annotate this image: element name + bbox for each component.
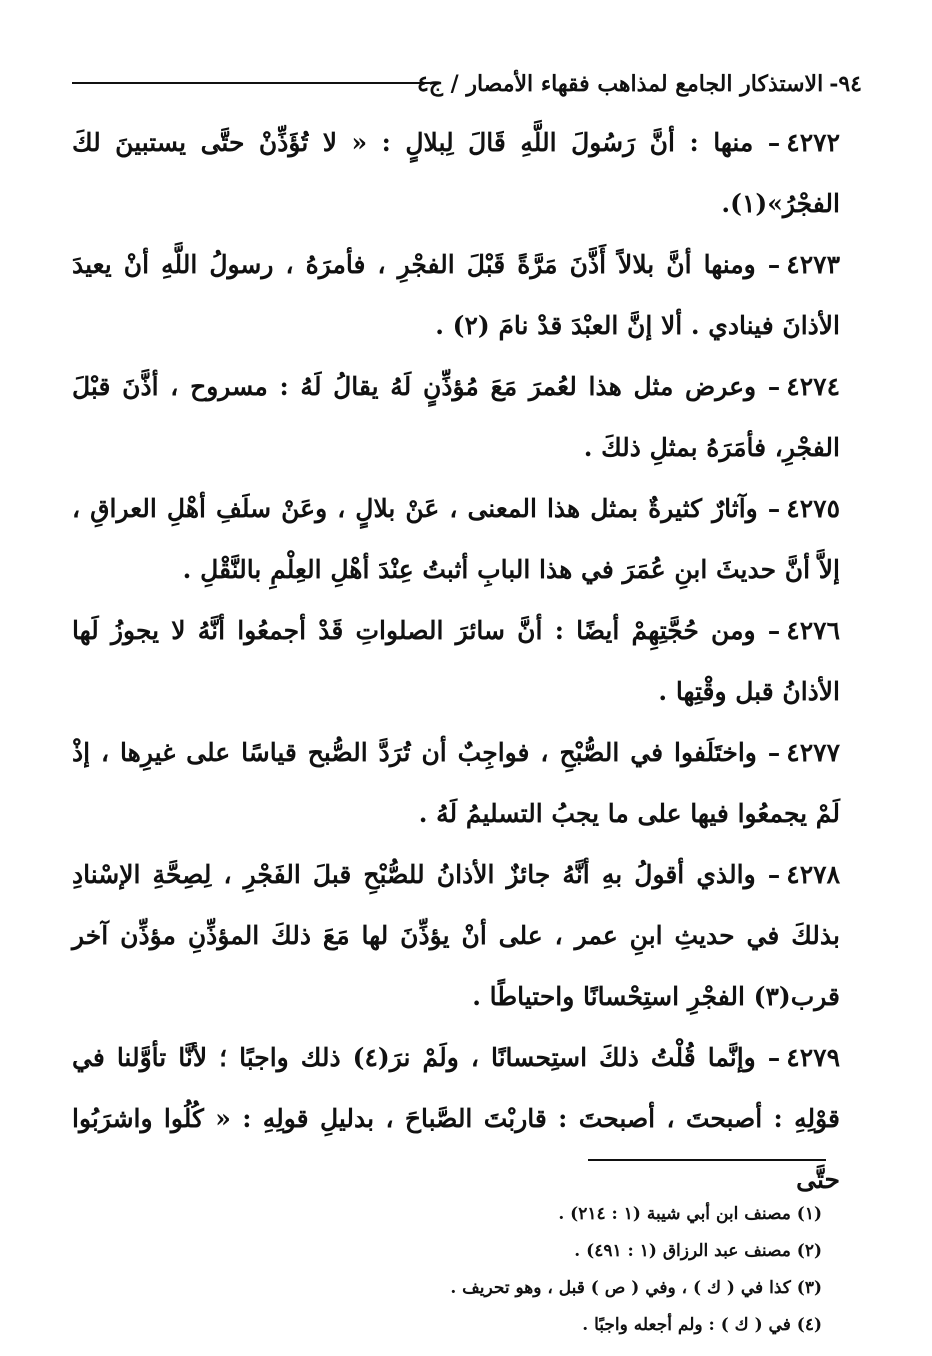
footnote-2: (٢) مصنف عبد الرزاق (١ : ٤٩١) . [574,1241,822,1261]
footnote-rule [588,1159,826,1161]
paragraph-text: – منها : أنَّ رَسُولَ اللَّهِ قَالَ لِبلالٍ : « لا تُؤَذِّنْ حتَّى يستبينَ لكَ الفجْرُ»(١). [72,128,840,218]
paragraph-text: – وعرض مثل هذا لعُمرَ مَعَ مُؤذِّنٍ لَهُ يقالُ لَهُ : مسروح ، أذَّنَ قبْلَ الفجْرِ، فأمَرَهُ بمثلِ ذلكَ . [72,372,840,462]
footnotes [122,1196,822,1344]
paragraph-4275 [72,478,840,600]
paragraph-number: ٤٢٧٧ [786,738,840,767]
header-rule [72,82,430,84]
paragraph-4279 [72,1027,840,1210]
paragraph-number: ٤٢٧٢ [786,128,840,157]
paragraph-number: ٤٢٧٩ [786,1043,840,1072]
footnote-3: (٣) كذا في ( ك ) ، وفي ( ص ) قبل ، وهو تحريف . [450,1278,822,1298]
paragraph-4278 [72,844,840,1027]
paragraph-number: ٤٢٧٤ [786,372,840,401]
paragraph-text: – ومنها أنَّ بلالاً أَذَّنَ مَرَّةً قَبْلَ الفجْرِ ، فأمرَهُ ، رسولُ اللَّهِ أنْ يعيدَ الأذانَ فينادي . ألا إنَّ العبْدَ قدْ نامَ (٢) . [72,250,840,340]
paragraph-text: – وإنَّما قُلْتُ ذلكَ استِحسانًا ، ولَمْ نرَ(٤) ذلك واجبًا ؛ لأنَّا تأوَّلنا في قوْلِهِ : أصبحتَ ، أصبحتَ : قاربْتَ الصَّباحَ ، بدليلِ قولِهِ : « كُلُوا واشرَبُوا حتَّى [72,1043,840,1194]
paragraph-number: ٤٢٧٦ [786,616,840,645]
paragraph-4272 [72,112,840,234]
page-number: ٩٤- [829,71,862,97]
book-title: الاستذكار الجامع لمذاهب فقهاء الأمصار / ج٤ [416,71,824,97]
paragraph-number: ٤٢٧٨ [786,860,840,889]
paragraph-text: – وآثارٌ كثيرةٌ بمثل هذا المعنى ، عَنْ بلالٍ ، وعَنْ سلَفِ أهْلِ العراقِ ، إلاَّ أنَّ حديثَ ابنِ عُمَرَ في هذا البابِ أثبتُ عِنْدَ أهْلِ العِلْمِ بالنَّقْلِ . [72,494,840,584]
main-text [72,112,840,1210]
footnote-4: (٤) في ( ك ) : ولم أجعله واجبًا . [582,1315,822,1335]
footnote-1: (١) مصنف ابن أبي شيبة (١ : ٢١٤) . [558,1204,822,1224]
paragraph-number: ٤٢٧٣ [786,250,840,279]
paragraph-text: – والذي أقولُ بهِ أنَّهُ جائزٌ الأذانُ للصُّبْحِ قبلَ الفَجْرِ ، لِصِحَّةِ الإسْنادِ بذلكَ في حديثِ ابنِ عمر ، على أنْ يؤذِّنَ لها مَعَ ذلكَ المؤذِّنِ مؤذِّن آخر قرب(٣) الفجْرِ استِحْسانًا واحتياطًا . [72,860,840,1011]
paragraph-4276 [72,600,840,722]
paragraph-4277 [72,722,840,844]
running-header [417,64,862,104]
paragraph-text: – ومن حُجَّتِهِمْ أيضًا : أنَّ سائرَ الصلواتِ قَدْ أجمعُوا أنَّهُ لا يجوزُ لَها الأذانُ قبل وقْتِها . [72,616,840,706]
paragraph-text: – واختَلَفوا في الصُّبْحِ ، فواجِبٌ أن تُرَدَّ الصُّبح قياسًا على غيرِها ، إذْ لَمْ يجمعُوا فيها على ما يجبُ التسليمُ لَهُ . [72,738,840,828]
paragraph-4274 [72,356,840,478]
paragraph-4273 [72,234,840,356]
paragraph-number: ٤٢٧٥ [786,494,840,523]
